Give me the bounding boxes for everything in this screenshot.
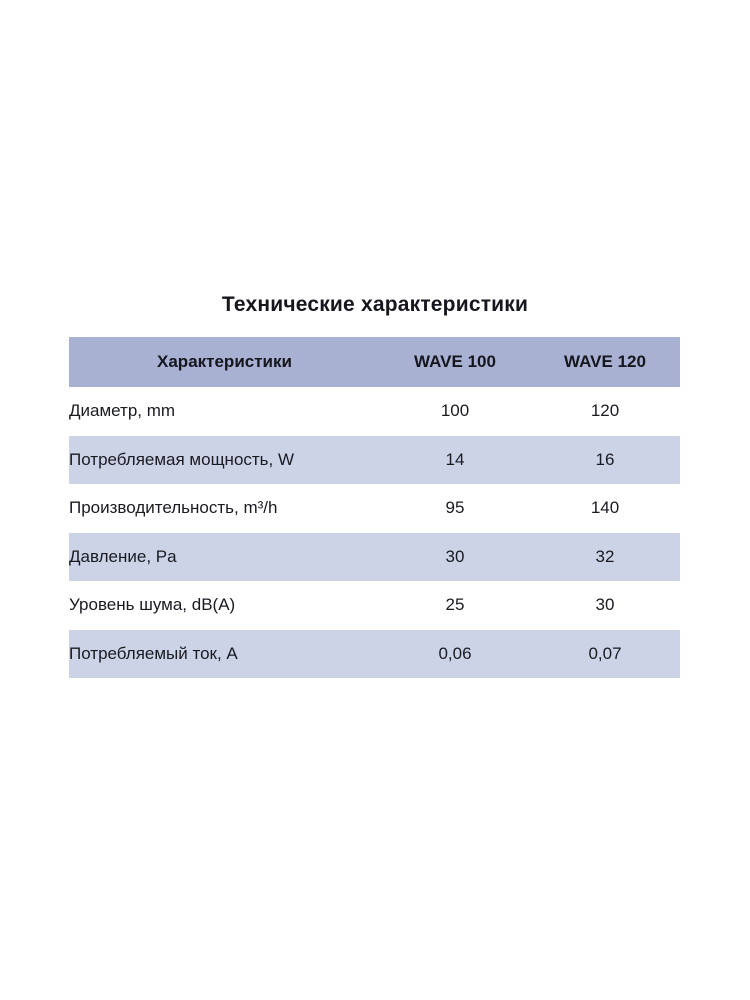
table-row: [69, 581, 680, 630]
col-header-characteristics: Характеристики: [69, 337, 380, 387]
table-row: [69, 387, 680, 436]
table-header-row: [69, 337, 680, 387]
spec-label: Уровень шума, dB(A): [69, 581, 380, 630]
spec-value-wave120: 140: [530, 484, 680, 533]
col-header-wave-100: WAVE 100: [380, 337, 530, 387]
spec-value-wave100: 14: [380, 436, 530, 485]
spec-table: [69, 337, 680, 678]
spec-value-wave120: 16: [530, 436, 680, 485]
spec-label: Давление, Pa: [69, 533, 380, 582]
spec-value-wave120: 32: [530, 533, 680, 582]
spec-value-wave100: 100: [380, 387, 530, 436]
spec-value-wave120: 120: [530, 387, 680, 436]
col-header-wave-120: WAVE 120: [530, 337, 680, 387]
spec-value-wave120: 0,07: [530, 630, 680, 679]
spec-value-wave100: 95: [380, 484, 530, 533]
table-row: [69, 436, 680, 485]
spec-label: Диаметр, mm: [69, 387, 380, 436]
spec-value-wave120: 30: [530, 581, 680, 630]
page-title: Технические характеристики: [221, 293, 529, 316]
spec-label: Производительность, m³/h: [69, 484, 380, 533]
table-row: [69, 630, 680, 679]
spec-value-wave100: 0,06: [380, 630, 530, 679]
spec-value-wave100: 30: [380, 533, 530, 582]
table-row: [69, 484, 680, 533]
spec-value-wave100: 25: [380, 581, 530, 630]
table-row: [69, 533, 680, 582]
spec-label: Потребляемый ток, A: [69, 630, 380, 679]
spec-label: Потребляемая мощность, W: [69, 436, 380, 485]
